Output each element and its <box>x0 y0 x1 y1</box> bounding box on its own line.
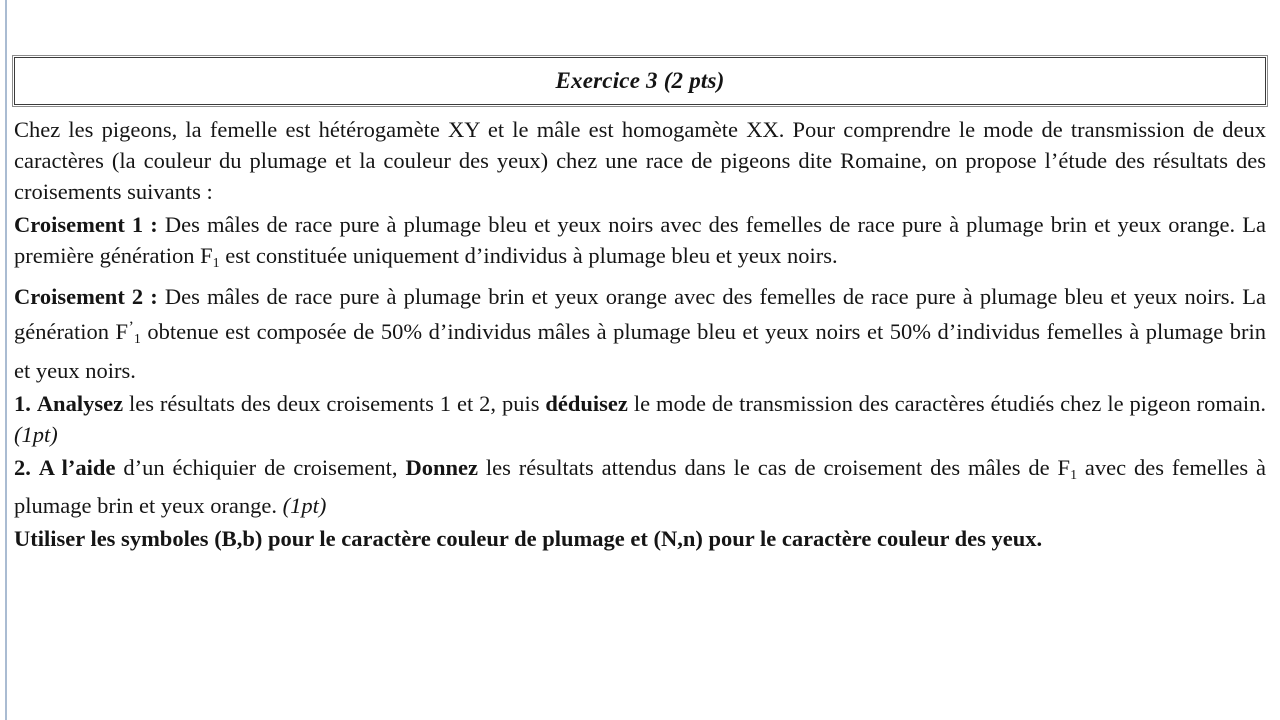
f1-symbol <box>1057 454 1078 483</box>
f-letter: F <box>200 243 213 268</box>
question-1-verb: Analysez <box>36 390 124 416</box>
f1-subscript: 1 <box>1070 467 1078 483</box>
question-2-verb: A l’aide <box>38 454 116 480</box>
question-1-paragraph <box>14 388 1266 450</box>
document-content <box>14 0 1266 556</box>
intro-text: Chez les pigeons, la femelle est hétérogamète XY et le mâle est homogamète XX. Pour comprendre le mode de transmission de deux caractères (la couleur du plumage et la couleur des yeux) chez une race de pigeons dite Romaine, on propose l’étude des résultats des croisements suivants : <box>14 117 1266 204</box>
question-2-paragraph <box>14 452 1266 522</box>
croisement-1-text-after: est constituée uniquement d’individus à plumage bleu et yeux noirs. <box>219 243 838 268</box>
croisement-1-paragraph <box>14 209 1266 279</box>
exercise-body <box>14 114 1266 554</box>
question-2-number: 2. <box>14 454 31 480</box>
f-prime-1-symbol <box>115 317 141 347</box>
f-letter: F <box>115 318 128 344</box>
question-2-verb2: Donnez <box>405 454 478 480</box>
croisement-2-paragraph <box>14 281 1266 386</box>
f1-subscript: 1 <box>212 255 220 271</box>
exercise-title-box <box>14 57 1266 105</box>
question-2-text-middle: d’un échiquier de croisement, <box>115 454 406 480</box>
prime-mark: ’ <box>128 317 134 336</box>
question-2-text-after-verb: les résultats attendus dans le cas de croisement des mâles de <box>477 454 1058 480</box>
instruction-text: Utiliser les symboles (B,b) pour le caractère couleur de plumage et (N,n) pour le caractère couleur des yeux. <box>14 526 1043 552</box>
question-1-verb2: déduisez <box>545 390 628 416</box>
question-2-points: (1pt) <box>282 493 327 519</box>
intro-paragraph <box>14 114 1266 207</box>
question-1-number: 1. <box>14 390 31 416</box>
croisement-1-text-before: Des mâles de race pure à plumage bleu et yeux noirs avec des femelles de race pure à plumage brin et yeux orange. La première génération <box>14 212 1266 268</box>
page-title: Exercice 3 (2 pts) <box>555 68 725 93</box>
f1-symbol <box>200 243 220 271</box>
f-letter: F <box>1057 454 1071 480</box>
croisement-1-label: Croisement 1 : <box>14 212 158 237</box>
f1-subscript: 1 <box>133 331 141 347</box>
question-1-text-end: le mode de transmission des caractères étudiés chez le pigeon romain. <box>627 390 1267 416</box>
croisement-2-label: Croisement 2 : <box>14 283 158 309</box>
instruction-paragraph <box>14 523 1266 554</box>
question-1-points: (1pt) <box>14 421 58 447</box>
croisement-2-text-before: Des mâles de race pure à plumage brin et yeux orange avec des femelles de race pure à plumage bleu et yeux noirs. La génération <box>14 283 1266 344</box>
question-1-text-middle: les résultats des deux croisements 1 et 2, puis <box>123 390 546 416</box>
croisement-2-text-after: obtenue est composée de 50% d’individus mâles à plumage bleu et yeux noirs et 50% d’individus femelles à plumage brin et yeux noirs. <box>14 318 1266 383</box>
question-2-text-end: avec des femelles à plumage brin et yeux orange. <box>14 454 1267 519</box>
left-margin-rule <box>5 0 7 720</box>
